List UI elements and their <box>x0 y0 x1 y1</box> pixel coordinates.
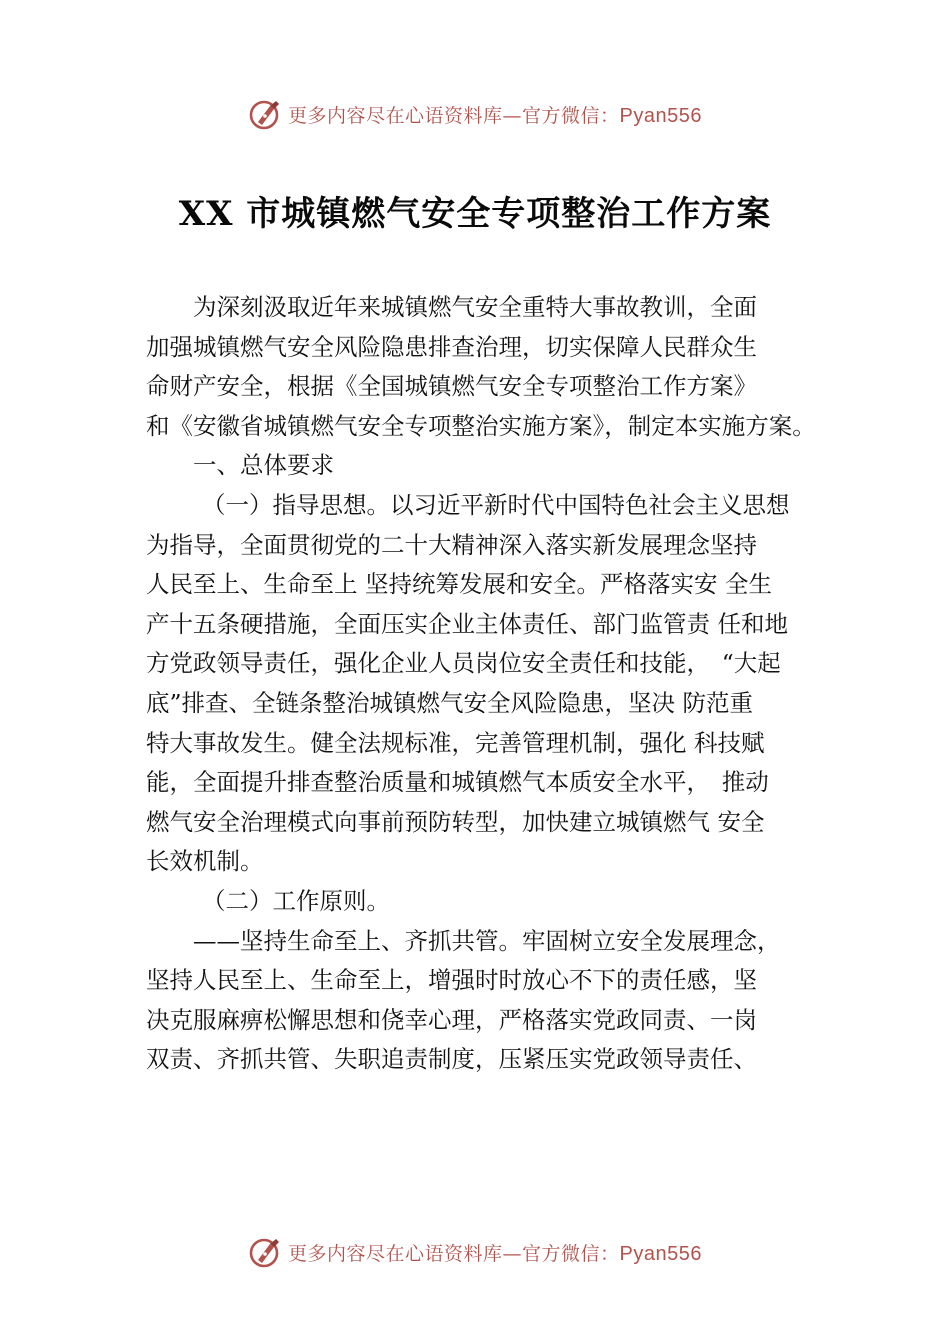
intro-line: 和《安徽省城镇燃气安全专项整治实施方案》，制定本实施方案。 <box>146 411 816 440</box>
section-1-heading: 一、总体要求 <box>193 451 334 480</box>
guiding-line: 为指导，全面贯彻党的二十大精神深入落实新发展理念坚持 <box>146 530 757 559</box>
pen-nib-logo-icon <box>248 1235 282 1269</box>
watermark-text: 更多内容尽在心语资料库—官方微信：Pyan556 <box>288 104 702 127</box>
guiding-line: （一）指导思想。以习近平新时代中国特色社会主义思想 <box>202 490 790 519</box>
intro-line: 命财产安全，根据《全国城镇燃气安全专项整治工作方案》 <box>146 372 757 401</box>
guiding-line: 底”排查、全链条整治城镇燃气安全风险隐患，坚决 防范重 <box>146 688 753 717</box>
principle-line: 双责、齐抓共管、失职追责制度，压紧压实党政领导责任、 <box>146 1045 757 1074</box>
document-title: XX 市城镇燃气安全专项整治工作方案 <box>178 194 772 234</box>
guiding-line: 特大事故发生。健全法规标准，完善管理机制，强化 科技赋 <box>146 728 765 757</box>
pen-nib-logo-icon <box>248 97 282 131</box>
intro-paragraph <box>146 288 836 446</box>
intro-line: 为深刻汲取近年来城镇燃气安全重特大事故教训，全面 <box>193 293 757 321</box>
section-heading <box>146 446 836 486</box>
principle-line: 坚持人民至上、生命至上，增强时时放心不下的责任感，坚 <box>146 966 757 995</box>
principle-1-paragraph <box>146 922 836 1080</box>
principle-line: 决克服麻痹松懈思想和侥幸心理，严格落实党政同责、一岗 <box>146 1005 757 1034</box>
watermark-handle: Pyan556 <box>619 1242 702 1265</box>
guiding-line: 产十五条硬措施，全面压实企业主体责任、部门监管责 任和地 <box>146 609 788 638</box>
document-body <box>146 288 836 1080</box>
principles-heading-paragraph <box>146 882 836 922</box>
guiding-line: 方党政领导责任，强化企业人员岗位安全责任和技能， “大起 <box>146 649 781 678</box>
guiding-line: 人民至上、生命至上 坚持统筹发展和安全。严格落实安 全生 <box>146 570 772 599</box>
guiding-line: 燃气安全治理模式向事前预防转型，加快建立城镇燃气 安全 <box>146 807 765 836</box>
guiding-ideology-paragraph <box>146 486 836 882</box>
guiding-line: 长效机制。 <box>146 847 264 876</box>
principle-line: ——坚持生命至上、齐抓共管。牢固树立安全发展理念， <box>193 926 781 955</box>
watermark-banner-top <box>0 92 950 136</box>
intro-line: 加强城镇燃气安全风险隐患排查治理，切实保障人民群众生 <box>146 332 757 361</box>
watermark-text: 更多内容尽在心语资料库—官方微信：Pyan556 <box>288 1242 702 1265</box>
watermark-handle: Pyan556 <box>619 104 702 127</box>
principles-heading: （二）工作原则。 <box>202 886 390 915</box>
watermark-banner-bottom <box>0 1230 950 1274</box>
guiding-line: 能，全面提升排查整治质量和城镇燃气本质安全水平， 推动 <box>146 768 769 797</box>
